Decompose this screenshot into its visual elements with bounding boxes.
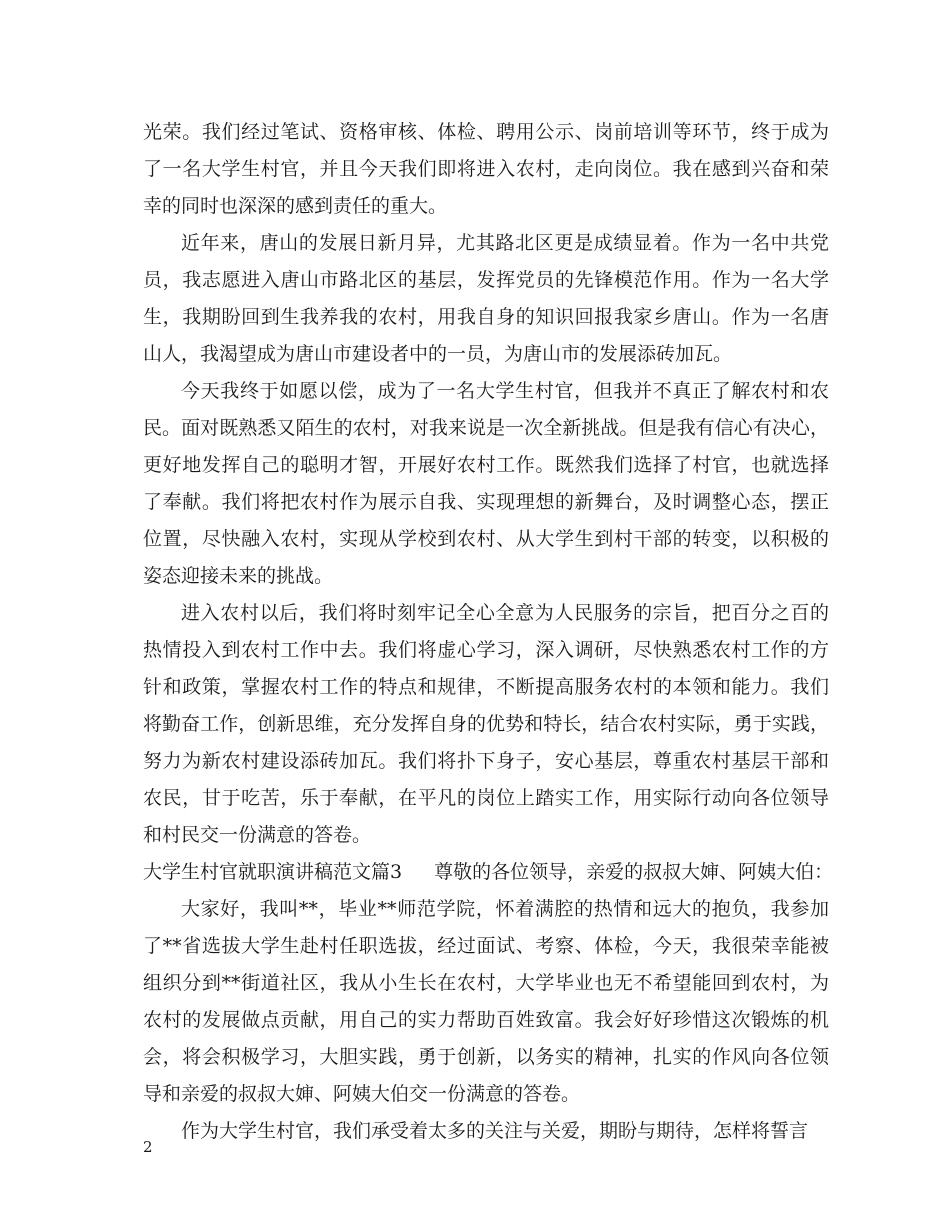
paragraph [143,891,829,1113]
text-line: 山人，我渴望成为唐山市建设者中的一员，为唐山市的发展添砖加瓦。 [143,343,733,365]
document-body [143,114,834,1150]
text-line: 了一名大学生村官，并且今天我们即将进入农村，走向岗位。我在感到兴奋和荣 [143,158,829,180]
text-line: 将勤奋工作，创新思维，充分发挥自身的优势和特长，结合农村实际，勇于实践， [143,713,829,735]
paragraph [143,1113,829,1150]
text-line: 光荣。我们经过笔试、资格审核、体检、聘用公示、岗前培训等环节，终于成为 [143,121,829,143]
text-line: 针和政策，掌握农村工作的特点和规律，不断提高服务农村的本领和能力。我们 [143,676,829,698]
paragraph [143,373,829,595]
text-line: 大家好，我叫**，毕业**师范学院，怀着满腔的热情和远大的抱负，我参加 [181,898,829,920]
page-number: 2 [143,1138,153,1156]
text-line: 组织分到**街道社区，我从小生长在农村，大学毕业也无不希望能回到农村，为 [143,972,829,994]
text-line: 幸的同时也深深的感到责任的重大。 [143,195,448,217]
paragraph [143,114,829,225]
text-line: 近年来，唐山的发展日新月异，尤其路北区更是成绩显着。作为一名中共党 [181,232,829,254]
text-line: 生，我期盼回到生我养我的农村，用我自身的知识回报我家乡唐山。作为一名唐 [143,306,829,328]
paragraph [143,225,829,373]
text-line: 农村的发展做点贡献，用自己的实力帮助百姓致富。我会好好珍惜这次锻炼的机 [143,1009,829,1031]
text-line: 民。面对既熟悉又陌生的农村，对我来说是一次全新挑战。但是我有信心有决心， [143,417,829,439]
section-heading-line [143,854,834,891]
text-line: 姿态迎接未来的挑战。 [143,565,334,587]
greeting: 尊敬的各位领导，亲爱的叔叔大婶、阿姨大伯： [434,861,834,883]
text-line: 了**省选拔大学生赴村任职选拔，经过面试、考察、体检，今天，我很荣幸能被 [143,935,829,957]
text-line: 热情投入到农村工作中去。我们将虚心学习，深入调研，尽快熟悉农村工作的方 [143,639,829,661]
paragraph [143,595,829,854]
text-line: 农民，甘于吃苦，乐于奉献，在平凡的岗位上踏实工作，用实际行动向各位领导 [143,787,829,809]
text-line: 努力为新农村建设添砖加瓦。我们将扑下身子，安心基层，尊重农村基层干部和 [143,750,829,772]
text-line: 和村民交一份满意的答卷。 [143,824,372,846]
text-line: 了奉献。我们将把农村作为展示自我、实现理想的新舞台，及时调整心态，摆正 [143,491,829,513]
text-line: 更好地发挥自己的聪明才智，开展好农村工作。既然我们选择了村官，也就选择 [143,454,829,476]
text-line: 导和亲爱的叔叔大婶、阿姨大伯交一份满意的答卷。 [143,1083,581,1105]
text-line: 今天我终于如愿以偿，成为了一名大学生村官，但我并不真正了解农村和农 [181,380,829,402]
text-line: 作为大学生村官，我们承受着太多的关注与关爱，期盼与期待，怎样将誓言 [181,1120,809,1142]
text-line: 员，我志愿进入唐山市路北区的基层，发挥党员的先锋模范作用。作为一名大学 [143,269,829,291]
section-title: 大学生村官就职演讲稿范文篇3 [143,861,403,883]
text-line: 进入农村以后，我们将时刻牢记全心全意为人民服务的宗旨，把百分之百的 [181,602,829,624]
text-line: 会，将会积极学习，大胆实践，勇于创新，以务实的精神，扎实的作风向各位领 [143,1046,829,1068]
text-line: 位置，尽快融入农村，实现从学校到农村、从大学生到村干部的转变，以积极的 [143,528,829,550]
